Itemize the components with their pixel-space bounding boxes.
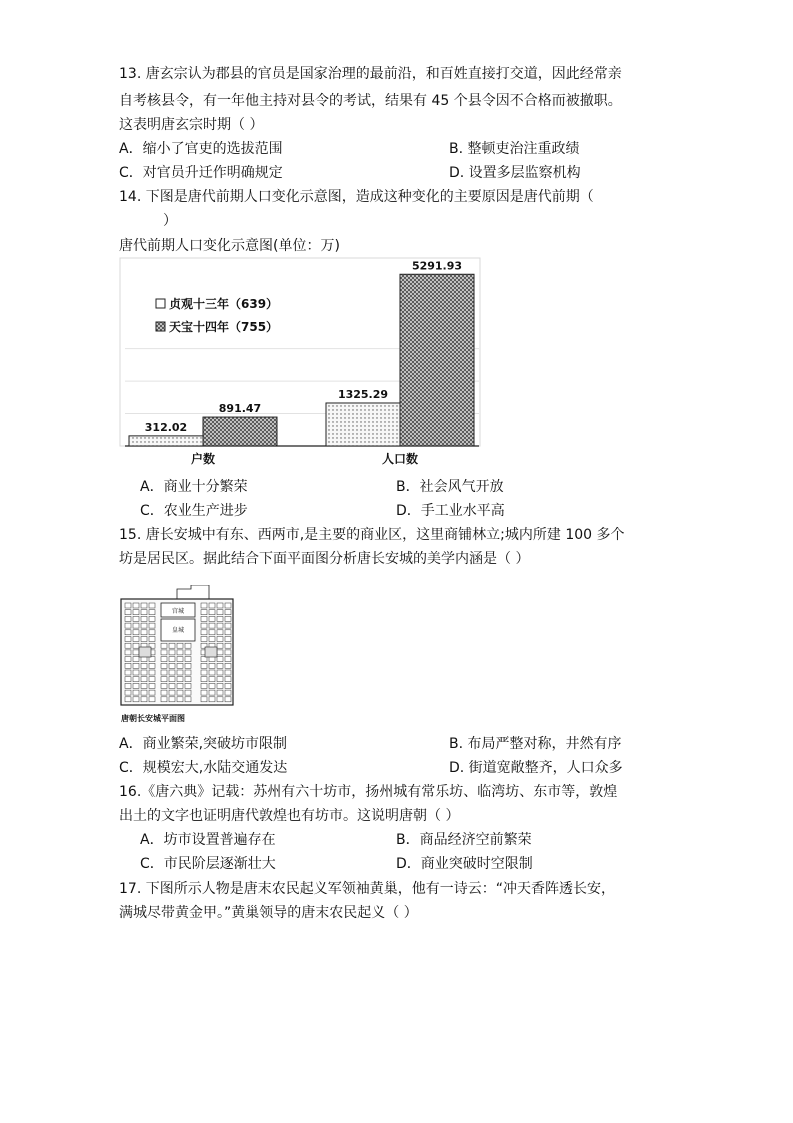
ward-block-21 bbox=[209, 616, 215, 621]
ward-block-2 bbox=[141, 603, 147, 608]
ward-block-10 bbox=[141, 610, 147, 615]
ward-block-142 bbox=[177, 690, 183, 695]
ward-block-27 bbox=[149, 623, 155, 628]
ward-block-124 bbox=[201, 683, 207, 688]
q17-stem-line1: 17. 下图所示人物是唐末农民起义军领袖黄巢，他有一诗云：“冲天香阵透长安， bbox=[119, 881, 615, 897]
ward-block-70 bbox=[177, 650, 183, 655]
ward-block-48 bbox=[125, 643, 131, 648]
west-market bbox=[139, 647, 151, 657]
ward-block-34 bbox=[141, 630, 147, 635]
ward-block-141 bbox=[169, 690, 175, 695]
ward-block-55 bbox=[225, 643, 231, 648]
ward-block-133 bbox=[133, 690, 139, 695]
ward-block-37 bbox=[209, 630, 215, 635]
ward-block-102 bbox=[217, 670, 223, 675]
ward-block-35 bbox=[149, 630, 155, 635]
ward-block-144 bbox=[125, 697, 131, 702]
ward-block-154 bbox=[177, 697, 183, 702]
ward-block-67 bbox=[225, 650, 231, 655]
ward-block-85 bbox=[133, 663, 139, 668]
ward-block-145 bbox=[133, 697, 139, 702]
ward-block-99 bbox=[149, 670, 155, 675]
ward-block-98 bbox=[141, 670, 147, 675]
ward-block-69 bbox=[169, 650, 175, 655]
ward-block-49 bbox=[133, 643, 139, 648]
ward-block-84 bbox=[125, 663, 131, 668]
value-label-households-639: 312.02 bbox=[144, 420, 188, 434]
ward-block-5 bbox=[209, 603, 215, 608]
q13-stem-line3: 这表明唐玄宗时期（ ） bbox=[119, 117, 264, 133]
ward-block-25 bbox=[133, 623, 139, 628]
ward-block-38 bbox=[217, 630, 223, 635]
ward-block-4 bbox=[201, 603, 207, 608]
changan-city-plan-map bbox=[119, 585, 239, 725]
ward-block-132 bbox=[125, 690, 131, 695]
value-label-households-755: 891.47 bbox=[218, 402, 262, 416]
ward-block-140 bbox=[161, 690, 167, 695]
ward-block-26 bbox=[141, 623, 147, 628]
ward-block-91 bbox=[225, 663, 231, 668]
q16-stem-line1: 16.《唐六典》记载：苏州有六十坊市，扬州城有常乐坊、临湾坊、东市等，敦煌 bbox=[119, 784, 618, 800]
population-bar-chart bbox=[119, 256, 494, 471]
ward-block-88 bbox=[201, 663, 207, 668]
q15-stem-line1: 15. 唐长安城中有东、西两市,是主要的商业区，这里商铺林立;城内所建 100 多个 bbox=[119, 527, 625, 543]
east-market bbox=[205, 647, 217, 657]
ward-block-13 bbox=[209, 610, 215, 615]
ward-block-68 bbox=[161, 650, 167, 655]
ward-block-8 bbox=[125, 610, 131, 615]
ward-block-74 bbox=[141, 657, 147, 662]
ward-block-125 bbox=[209, 683, 215, 688]
ward-block-122 bbox=[141, 683, 147, 688]
ward-block-60 bbox=[125, 650, 131, 655]
ward-block-16 bbox=[125, 616, 131, 621]
ward-block-7 bbox=[225, 603, 231, 608]
q13-stem-line2: 自考核县令，有一年他主持对县令的考试，结果有 45 个县令因不合格而被撤职。 bbox=[119, 93, 622, 109]
ward-block-79 bbox=[225, 657, 231, 662]
ward-block-119 bbox=[185, 677, 191, 682]
ward-block-41 bbox=[133, 637, 139, 642]
ward-block-11 bbox=[149, 610, 155, 615]
ward-block-77 bbox=[209, 657, 215, 662]
ward-block-134 bbox=[141, 690, 147, 695]
q13-option-c[interactable]: C．对官员升迁作明确规定 bbox=[119, 165, 283, 181]
ward-block-143 bbox=[185, 690, 191, 695]
bar-households-755 bbox=[203, 417, 277, 446]
ward-block-32 bbox=[125, 630, 131, 635]
q15-option-b[interactable]: B. 布局严整对称，井然有序 bbox=[449, 736, 622, 752]
ward-block-28 bbox=[201, 623, 207, 628]
q15-option-d[interactable]: D. 街道宽敞整齐，人口众多 bbox=[449, 760, 623, 776]
ward-block-75 bbox=[149, 657, 155, 662]
ward-block-9 bbox=[133, 610, 139, 615]
category-label-households: 户数 bbox=[190, 452, 216, 466]
q14-chart-caption: 唐代前期人口变化示意图(单位：万) bbox=[119, 238, 340, 254]
ward-block-90 bbox=[217, 663, 223, 668]
ward-block-29 bbox=[209, 623, 215, 628]
ward-block-123 bbox=[149, 683, 155, 688]
legend-label-755: 天宝十四年（755） bbox=[169, 320, 279, 334]
ward-block-66 bbox=[217, 650, 223, 655]
ward-block-15 bbox=[225, 610, 231, 615]
legend-swatch-639 bbox=[156, 299, 165, 308]
ward-block-137 bbox=[209, 690, 215, 695]
ward-block-44 bbox=[201, 637, 207, 642]
ward-block-120 bbox=[125, 683, 131, 688]
ward-block-114 bbox=[217, 677, 223, 682]
ward-block-116 bbox=[161, 677, 167, 682]
ward-block-97 bbox=[133, 670, 139, 675]
ward-block-95 bbox=[185, 663, 191, 668]
value-label-population-755: 5291.93 bbox=[411, 259, 463, 273]
q14-option-c[interactable]: C．农业生产进步 bbox=[140, 503, 248, 519]
ward-block-147 bbox=[149, 697, 155, 702]
ward-block-1 bbox=[133, 603, 139, 608]
ward-block-47 bbox=[225, 637, 231, 642]
ward-block-56 bbox=[161, 643, 167, 648]
ward-block-78 bbox=[217, 657, 223, 662]
q14-option-b[interactable]: B．社会风气开放 bbox=[396, 479, 504, 495]
palace-city-label: 宫城 bbox=[171, 608, 185, 615]
ward-block-82 bbox=[177, 657, 183, 662]
category-label-population: 人口数 bbox=[381, 452, 419, 466]
ward-block-152 bbox=[161, 697, 167, 702]
ward-block-110 bbox=[141, 677, 147, 682]
ward-block-92 bbox=[161, 663, 167, 668]
ward-block-93 bbox=[169, 663, 175, 668]
q13-option-b[interactable]: B. 整顿吏治注重政绩 bbox=[449, 141, 580, 157]
q16-stem-line2: 出土的文字也证明唐代敦煌也有坊市。这说明唐朝（ ） bbox=[119, 808, 460, 824]
ward-block-12 bbox=[201, 610, 207, 615]
ward-block-0 bbox=[125, 603, 131, 608]
ward-block-105 bbox=[169, 670, 175, 675]
ward-block-146 bbox=[141, 697, 147, 702]
ward-block-108 bbox=[125, 677, 131, 682]
q16-option-d[interactable]: D．商业突破时空限制 bbox=[396, 856, 533, 872]
ward-block-58 bbox=[177, 643, 183, 648]
ward-block-22 bbox=[217, 616, 223, 621]
ward-block-18 bbox=[141, 616, 147, 621]
q15-option-a[interactable]: A．商业繁荣,突破坊市限制 bbox=[119, 736, 288, 752]
ward-block-19 bbox=[149, 616, 155, 621]
legend-label-639: 贞观十三年（639） bbox=[169, 297, 279, 311]
q16-option-a[interactable]: A．坊市设置普遍存在 bbox=[140, 832, 276, 848]
ward-block-71 bbox=[185, 650, 191, 655]
ward-block-40 bbox=[125, 637, 131, 642]
ward-block-126 bbox=[217, 683, 223, 688]
q13-stem-line1: 13. 唐玄宗认为郡县的官员是国家治理的最前沿，和百姓直接打交道，因此经常亲 bbox=[119, 66, 622, 82]
ward-block-81 bbox=[169, 657, 175, 662]
value-label-population-639: 1325.29 bbox=[337, 387, 389, 401]
ward-block-135 bbox=[149, 690, 155, 695]
ward-block-36 bbox=[201, 630, 207, 635]
ward-block-6 bbox=[217, 603, 223, 608]
ward-block-76 bbox=[201, 657, 207, 662]
ward-block-117 bbox=[169, 677, 175, 682]
ward-block-3 bbox=[149, 603, 155, 608]
ward-block-131 bbox=[185, 683, 191, 688]
ward-block-111 bbox=[149, 677, 155, 682]
legend-swatch-755 bbox=[156, 322, 165, 331]
q14-option-d[interactable]: D．手工业水平高 bbox=[396, 503, 505, 519]
q14-stem-line2: ） bbox=[163, 213, 177, 229]
ward-block-150 bbox=[217, 697, 223, 702]
q13-option-a[interactable]: A．缩小了官吏的选拔范围 bbox=[119, 141, 283, 157]
ward-block-155 bbox=[185, 697, 191, 702]
ward-block-33 bbox=[133, 630, 139, 635]
ward-block-42 bbox=[141, 637, 147, 642]
q14-option-a[interactable]: A．商业十分繁荣 bbox=[140, 479, 248, 495]
ward-block-139 bbox=[225, 690, 231, 695]
ward-block-148 bbox=[201, 697, 207, 702]
ward-block-89 bbox=[209, 663, 215, 668]
q15-stem-line2: 坊是居民区。据此结合下面平面图分析唐长安城的美学内涵是（ ） bbox=[119, 551, 530, 567]
ward-block-130 bbox=[177, 683, 183, 688]
ward-block-136 bbox=[201, 690, 207, 695]
ward-block-57 bbox=[169, 643, 175, 648]
ward-block-14 bbox=[217, 610, 223, 615]
ward-block-61 bbox=[133, 650, 139, 655]
ward-block-46 bbox=[217, 637, 223, 642]
ward-block-86 bbox=[141, 663, 147, 668]
ward-block-54 bbox=[217, 643, 223, 648]
ward-block-104 bbox=[161, 670, 167, 675]
ward-block-103 bbox=[225, 670, 231, 675]
q13-option-d[interactable]: D. 设置多层监察机构 bbox=[449, 165, 581, 181]
q17-stem-line2: 满城尽带黄金甲。”黄巢领导的唐末农民起义（ ） bbox=[119, 905, 418, 921]
ward-block-138 bbox=[217, 690, 223, 695]
bar-population-755 bbox=[400, 274, 474, 446]
ward-block-151 bbox=[225, 697, 231, 702]
ward-block-100 bbox=[201, 670, 207, 675]
ward-block-101 bbox=[209, 670, 215, 675]
bar-households-639 bbox=[129, 436, 203, 446]
ward-block-83 bbox=[185, 657, 191, 662]
bar-population-639 bbox=[326, 403, 400, 446]
ward-block-127 bbox=[225, 683, 231, 688]
ward-block-80 bbox=[161, 657, 167, 662]
ward-block-17 bbox=[133, 616, 139, 621]
ward-block-59 bbox=[185, 643, 191, 648]
q16-option-c[interactable]: C．市民阶层逐渐壮大 bbox=[140, 856, 276, 872]
ward-block-109 bbox=[133, 677, 139, 682]
map-caption: 唐朝长安城平面图 bbox=[121, 714, 185, 723]
ward-block-73 bbox=[133, 657, 139, 662]
ward-block-31 bbox=[225, 623, 231, 628]
ward-block-107 bbox=[185, 670, 191, 675]
ward-block-112 bbox=[201, 677, 207, 682]
ward-block-153 bbox=[169, 697, 175, 702]
ward-block-43 bbox=[149, 637, 155, 642]
ward-block-72 bbox=[125, 657, 131, 662]
ward-block-20 bbox=[201, 616, 207, 621]
ward-block-94 bbox=[177, 663, 183, 668]
ward-block-113 bbox=[209, 677, 215, 682]
ward-block-129 bbox=[169, 683, 175, 688]
ward-block-149 bbox=[209, 697, 215, 702]
ward-block-45 bbox=[209, 637, 215, 642]
ward-block-121 bbox=[133, 683, 139, 688]
ward-block-96 bbox=[125, 670, 131, 675]
ward-block-87 bbox=[149, 663, 155, 668]
ward-block-118 bbox=[177, 677, 183, 682]
ward-block-23 bbox=[225, 616, 231, 621]
ward-block-39 bbox=[225, 630, 231, 635]
ward-block-106 bbox=[177, 670, 183, 675]
imperial-city-label: 皇城 bbox=[171, 627, 185, 634]
ward-block-24 bbox=[125, 623, 131, 628]
q15-option-c[interactable]: C．规模宏大,水陆交通发达 bbox=[119, 760, 288, 776]
q14-stem-line1: 14. 下图是唐代前期人口变化示意图，造成这种变化的主要原因是唐代前期（ bbox=[119, 189, 594, 205]
ward-block-115 bbox=[225, 677, 231, 682]
ward-block-30 bbox=[217, 623, 223, 628]
ward-block-128 bbox=[161, 683, 167, 688]
q16-option-b[interactable]: B．商品经济空前繁荣 bbox=[396, 832, 532, 848]
